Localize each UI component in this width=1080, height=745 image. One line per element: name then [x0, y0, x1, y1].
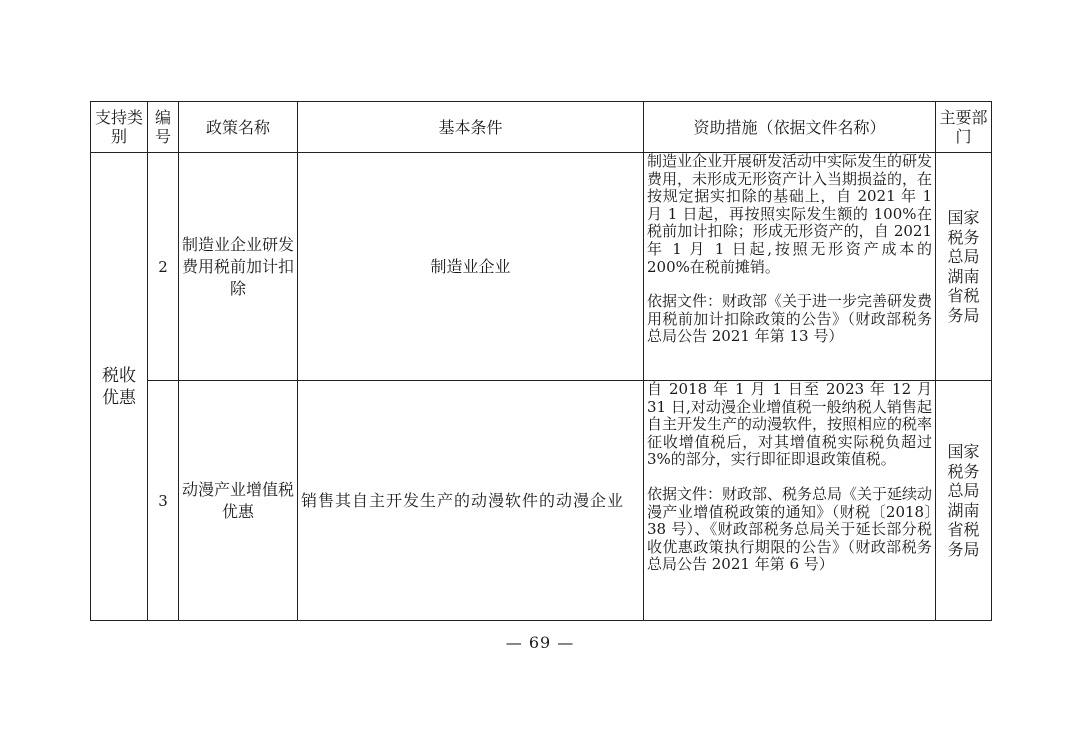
department-cell: 国家税务总局湖南省税务局	[936, 153, 992, 381]
category-cell	[91, 153, 148, 621]
header-department: 主要部门	[936, 102, 992, 153]
measures-main-text: 制造业企业开展研发活动中实际发生的研发费用，未形成无形资产计入当期损益的，在按规定据实扣除的基础上，自 2021 年 1 月 1 日起，再按照实际发生额的 100%在税前加计扣除；形成无形资产的，自 2021 年 1 月 1 日起,按照无形资产成本的 200%在税前摊销。	[647, 152, 933, 276]
conditions-cell: 销售其自主开发生产的动漫软件的动漫企业	[298, 381, 644, 621]
measures-cell	[644, 153, 936, 381]
table-row	[91, 381, 992, 621]
department-cell: 国家税务总局湖南省税务局	[936, 381, 992, 621]
header-measures: 资助措施（依据文件名称）	[644, 102, 936, 153]
measures-cell	[644, 381, 936, 621]
measures-basis-text: 依据文件：财政部、税务总局《关于延续动漫产业增值税政策的通知》（财税〔2018〕38 号）、《财政部税务总局关于延长部分税收优惠政策执行期限的公告》（财政部税务总局公告 2021 年第 6 号）	[647, 484, 933, 574]
conditions-cell: 制造业企业	[298, 153, 644, 381]
header-policy-name: 政策名称	[179, 102, 298, 153]
measures-main-text: 自 2018 年 1 月 1 日至 2023 年 12 月 31 日,对动漫企业增值税一般纳税人销售起自主开发生产的动漫软件，按照相应的税率征收增值税后，对其增值税实际税负超过 3%的部分，实行即征即退政策值税。	[647, 380, 933, 469]
page-number: — 69 —	[505, 633, 575, 652]
header-category: 支持类别	[91, 102, 148, 153]
table-header-row	[91, 102, 992, 153]
policy-name: 动漫产业增值税优惠	[179, 381, 298, 621]
header-number: 编号	[148, 102, 179, 153]
measures-basis-text: 依据文件：财政部《关于进一步完善研发费用税前加计扣除政策的公告》（财政部税务总局公告 2021 年第 13 号）	[647, 292, 933, 346]
row-number: 3	[148, 381, 179, 621]
header-conditions: 基本条件	[298, 102, 644, 153]
row-number: 2	[148, 153, 179, 381]
policy-name: 制造业企业研发费用税前加计扣除	[179, 153, 298, 381]
table-row	[91, 153, 992, 381]
category-text: 税收优惠	[102, 365, 136, 408]
policy-table	[90, 101, 992, 621]
